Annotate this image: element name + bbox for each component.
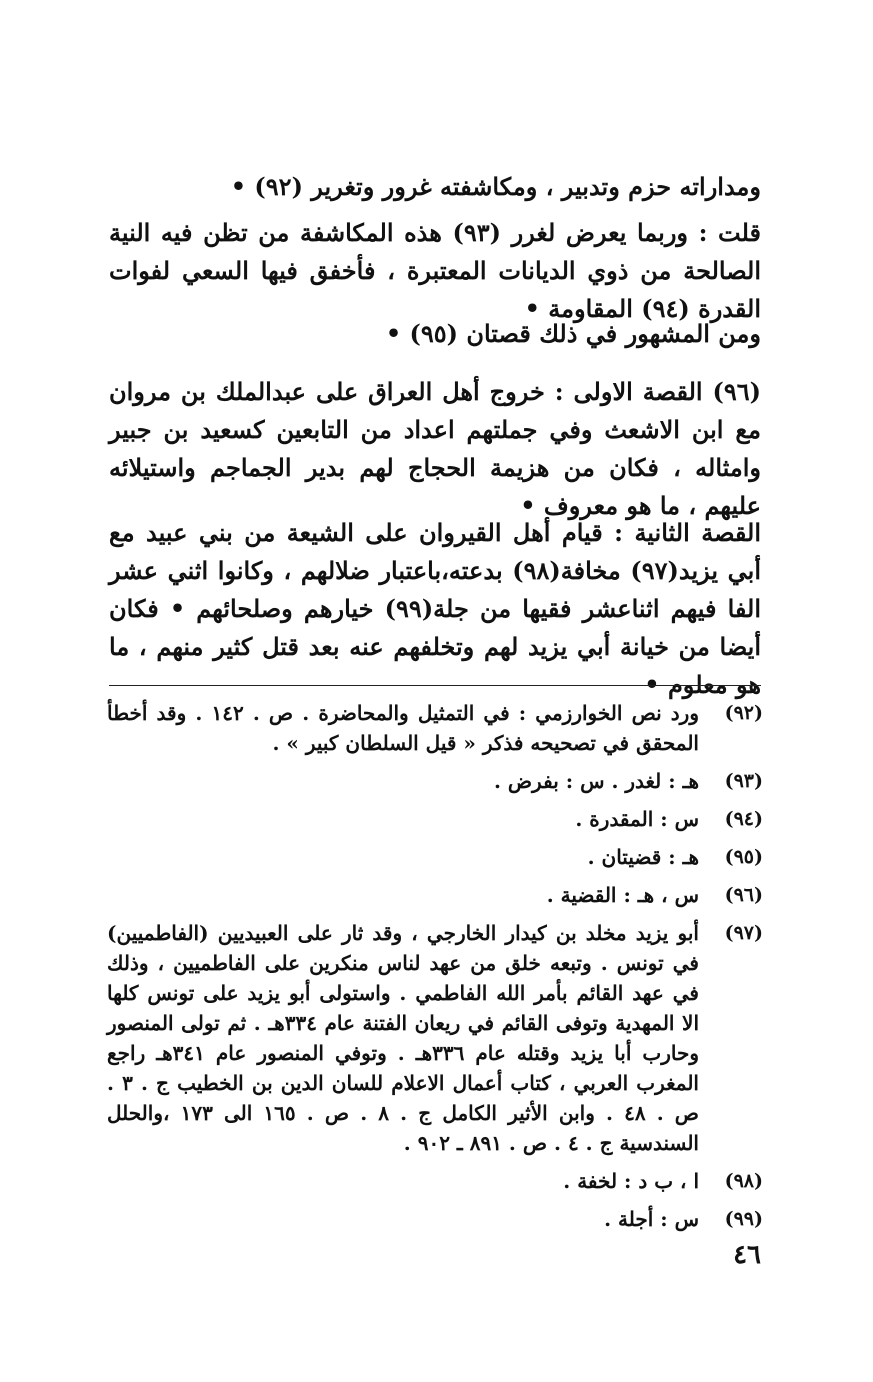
page-number: ٤٦ <box>733 1240 761 1270</box>
footnote-divider <box>109 685 761 686</box>
footnote-text: هـ : قضيتان . <box>587 845 699 869</box>
footnote-text: ورد نص الخوارزمي : في التمثيل والمحاضرة . ص . ١٤٢ . وقد أخطأ المحقق في تصحيحه فذكر « قيل السلطان كبير » . <box>100 701 699 755</box>
footnote-text: ا ، ب د : لخفة . <box>563 1169 699 1193</box>
footnote-number: (٩٨) <box>724 1170 763 1192</box>
footnote-number: (٩٩) <box>724 1208 763 1230</box>
footnote-text: س : المقدرة . <box>575 807 699 831</box>
body-paragraph-4: (٩٦) القصة الاولى : خروج أهل العراق على عبدالملك بن مروان مع ابن الاشعث وفي جملتهم اعداد من التابعين كسعيد بن جبير وامثاله ، فكان من هزيمة الحجاج لهم بدير الجماجم واستيلائه عليهم ، ما هو معروف • <box>109 377 761 520</box>
body-paragraph-3: ومن المشهور في ذلك قصتان (٩٥) • <box>385 319 761 348</box>
footnote-number: (٩٦) <box>724 884 763 906</box>
footnote-94 <box>107 804 763 834</box>
body-paragraph-5: القصة الثانية : قيام أهل القيروان على الشيعة من بني عبيد مع أبي يزيد(٩٧) مخافة(٩٨) بدعته،باعتبار ضلالهم ، وكانوا اثني عشر الفا فيهم اثناعشر فقيها من جلة(٩٩) خيارهم وصلحائهم • فكان أيضا من خيانة أبي يزيد لهم وتخلفهم عنه بعد قتل كثير منهم ، ما هو معلوم • <box>109 518 762 699</box>
footnote-text: س ، هـ : القضية . <box>546 883 699 907</box>
body-paragraph-2: قلت : وربما يعرض لغرر (٩٣) هذه المكاشفة من تظن فيه النية الصالحة من ذوي الديانات المعتبرة ، فأخفق فيها السعي لفوات القدرة (٩٤) المقاومة • <box>109 218 762 323</box>
footnote-number: (٩٣) <box>724 770 763 792</box>
footnote-text: س : أجلة . <box>604 1207 699 1231</box>
footnote-number: (٩٤) <box>724 808 763 830</box>
footnote-93 <box>107 766 763 796</box>
footnote-95 <box>107 842 763 872</box>
footnotes-list <box>100 698 763 1242</box>
footnote-number: (٩٢) <box>724 702 763 724</box>
footnote-92 <box>100 698 763 758</box>
footnote-number: (٩٥) <box>724 846 763 868</box>
footnote-text: أبو يزيد مخلد بن كيدار الخارجي ، وقد ثار على العبيديين (الفاطميين) في تونس . وتبعه خلق من عهد لناس منكرين على الفاطميين ، وذلك في عهد القائم بأمر الله الفاطمي . واستولى أبو يزيد على تونس كلها الا المهدية وتوفى القائم في ريعان الفتنة عام ٣٣٤هـ . ثم تولى المنصور وحارب أبا يزيد وقتله عام ٣٣٦هـ . وتوفي المنصور عام ٣٤١هـ راجع المغرب العربي ، كتاب أعمال الاعلام للسان الدين بن الخطيب ج . ٣ . ص . ٤٨ . وابن الأثير الكامل ج . ٨ . ص . ١٦٥ الى ١٧٣ ،والحلل السندسية ج . ٤ . ص . ٨٩١ ـ ٩٠٢ . <box>100 921 700 1155</box>
footnote-number: (٩٧) <box>724 922 763 944</box>
body-paragraph-1: ومداراته حزم وتدبير ، ومكاشفته غرور وتغرير (٩٢) • <box>230 172 761 201</box>
footnote-99 <box>107 1204 763 1234</box>
footnote-97 <box>100 918 763 1158</box>
footnote-text: هـ : لغدر . س : بفرض . <box>493 769 699 793</box>
footnote-96 <box>107 880 763 910</box>
footnote-98 <box>107 1166 763 1196</box>
